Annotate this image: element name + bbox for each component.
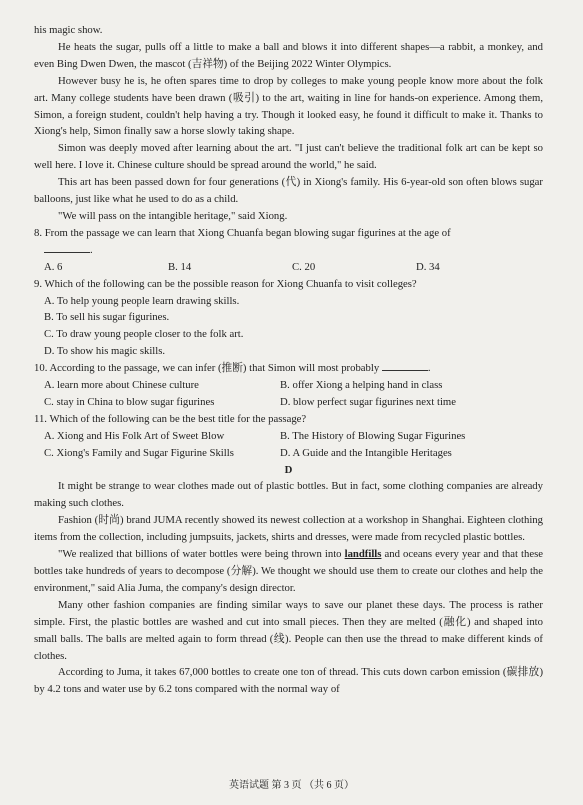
option-b: B. To sell his sugar figurines. — [44, 311, 170, 324]
passage-c-paragraph: He heats the sugar, pulls off a little to make a ball and blows it into different shapes—a rabbit, a monkey, and even Bing Dwen Dwen, the mascot (吉祥物) of the Beijing 2022 Winter Olympics. — [34, 40, 543, 70]
passage-c-line: his magic show. — [34, 24, 103, 36]
option-c: C. stay in China to blow sugar figurines — [44, 395, 215, 408]
option-d: D. A Guide and the Intangible Heritages — [280, 446, 452, 459]
answer-blank — [44, 242, 90, 253]
answer-blank-line: . — [34, 242, 543, 259]
passage-c-paragraph: This art has been passed down for four generations (代) in Xiong's family. His 6-year-old son often blows sugar balloons, just like what he used to do as a child. — [34, 176, 543, 206]
option-d: D. To show his magic skills. — [44, 345, 166, 358]
question-9 — [34, 276, 543, 361]
passage-d-paragraph: Fashion (时尚) brand JUMA recently showed its newest collection at a workshop in Shanghai. Eighteen clothing items from the collection, including jumpsuits, jackets, shirts and dresses, were made from recycled plastic bottles. — [34, 514, 543, 544]
options-row — [34, 377, 543, 394]
passage-d-paragraph: It might be strange to wear clothes made out of plastic bottles. But in fact, some clothing companies are already making such clothes. — [34, 480, 543, 510]
option-b: B. offer Xiong a helping hand in class — [280, 379, 443, 392]
option-a: A. Xiong and His Folk Art of Sweet Blow — [44, 429, 225, 442]
option-c: C. 20 — [292, 260, 316, 273]
section-label: D — [284, 463, 293, 476]
question-10 — [34, 360, 543, 411]
options-row — [34, 428, 543, 445]
passage-d-paragraph: Many other fashion companies are finding similar ways to save our planet these days. The process is rather simple. First, the plastic bottles are washed and cut into small pieces. Then they are melted (融化) and shaped into small balls. The balls are melted again to form thread (线). People can then use the thread to make different kinds of clothes. — [34, 598, 543, 662]
question-stem: 8. From the passage we can learn that Xiong Chuanfa began blowing sugar figurines at the age of — [34, 226, 451, 239]
page-footer: 英语试题 第 3 页 （共 6 页） — [229, 780, 354, 791]
passage-d-paragraph: According to Juma, it takes 67,000 bottles to create one ton of thread. This cuts down carbon emission (碳排放) by 4.2 tons and water use by 6.2 tons compared with the normal way of — [34, 666, 543, 696]
highlighted-word: landfills — [344, 548, 382, 561]
passage-c-paragraph: However busy he is, he often spares time to drop by colleges to make young people know more about the folk art. Many college students have been drawn (吸引) to the art, waiting in line for hands-on experience. Among them, Simon, a foreign student, couldn't help having a try. Though it looked easy, he found it difficult to make it. Thanks to Xiong's help, Simon finally saw a horse slowly taking shape. — [34, 74, 543, 138]
question-stem: 11. Which of the following can be the best title for the passage? — [34, 412, 307, 425]
option-c: C. Xiong's Family and Sugar Figurine Skills — [44, 446, 234, 459]
option-b: B. The History of Blowing Sugar Figurines — [280, 429, 466, 442]
answer-blank — [382, 360, 428, 371]
option-b: B. 14 — [168, 260, 192, 273]
question-8 — [34, 225, 543, 276]
option-d: D. 34 — [416, 260, 440, 273]
option-a: A. To help young people learn drawing skills. — [44, 294, 240, 307]
option-d: D. blow perfect sugar figurines next time — [280, 395, 456, 408]
question-11 — [34, 411, 543, 462]
question-stem: 10. According to the passage, we can infer (推断) that Simon will most probably . — [34, 362, 431, 375]
passage-c-paragraph: Simon was deeply moved after learning about the art. "I just can't believe the traditional folk art can be kept so well here. I love it. Chinese culture should be spread around the world," he said. — [34, 142, 543, 172]
options-row — [34, 394, 543, 411]
question-stem: 9. Which of the following can be the possible reason for Xiong Chuanfa to visit colleges? — [34, 277, 417, 290]
option-c: C. To draw young people closer to the folk art. — [44, 328, 244, 341]
passage-d-paragraph: "We realized that billions of water bottles were being thrown into landfills and oceans every year and that these bottles take hundreds of years to decompose (分解). We thought we should use them to create our clothes and help the environment," said Alia Juma, the company's design director. — [34, 548, 543, 594]
passage-c-paragraph: "We will pass on the intangible heritage," said Xiong. — [58, 209, 288, 222]
options-row — [34, 445, 543, 462]
options-row — [34, 259, 543, 276]
option-a: A. 6 — [44, 260, 63, 273]
option-a: A. learn more about Chinese culture — [44, 379, 199, 392]
